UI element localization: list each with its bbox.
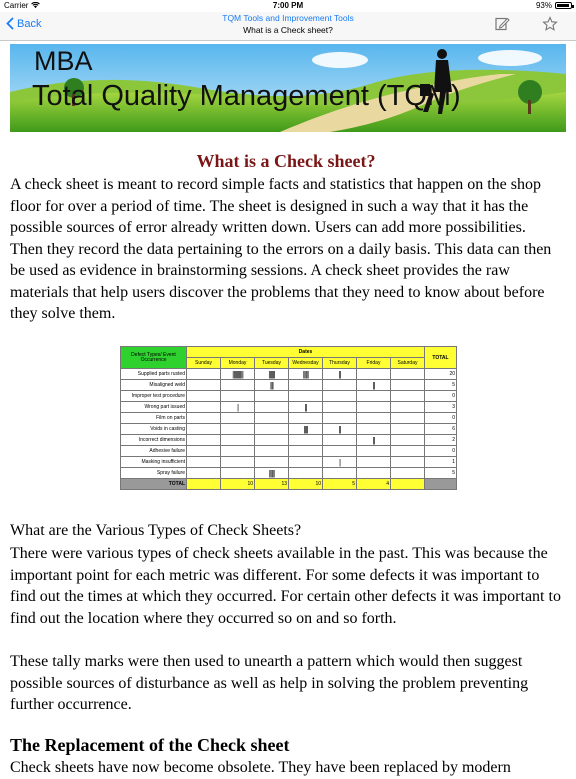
- defect-label: Spray failure: [121, 468, 187, 479]
- tally-cell: [323, 402, 357, 413]
- day-total: [187, 479, 221, 490]
- tally-cell: [391, 446, 425, 457]
- tally-cell: ||||||: [255, 369, 289, 380]
- tally-cell: [255, 402, 289, 413]
- tally-cell: ||: [357, 380, 391, 391]
- tally-cell: [323, 446, 357, 457]
- tally-cell: [221, 457, 255, 468]
- defect-label: Supplied parts rusted: [121, 369, 187, 380]
- clock: 7:00 PM: [272, 1, 304, 10]
- day-header: Thursday: [323, 358, 357, 369]
- check-sheet-row: [121, 457, 457, 468]
- check-sheet-row: [121, 402, 457, 413]
- status-bar: [0, 0, 576, 12]
- tally-cell: [289, 468, 323, 479]
- article-heading: What is a Check sheet?: [196, 151, 376, 171]
- tally-cell: [221, 468, 255, 479]
- row-total: 20: [425, 369, 457, 380]
- tally-cell: [187, 468, 221, 479]
- tally-cell: [255, 391, 289, 402]
- tally-cell: [187, 435, 221, 446]
- tally-cell: [357, 391, 391, 402]
- section-4-body: Check sheets have now become obsolete. They have been replaced by modern: [10, 759, 511, 776]
- day-header: Friday: [357, 358, 391, 369]
- tally-cell: [187, 391, 221, 402]
- tally-cell: [357, 413, 391, 424]
- check-sheet-row: [121, 424, 457, 435]
- tally-cell: [255, 435, 289, 446]
- grand-total-cell: [425, 479, 457, 490]
- defect-label: Film on parts: [121, 413, 187, 424]
- tally-cell: ||||: [289, 424, 323, 435]
- tally-cell: [221, 380, 255, 391]
- tally-cell: [187, 402, 221, 413]
- tally-cell: [187, 457, 221, 468]
- navigation-bar: [0, 12, 576, 41]
- row-total: 2: [425, 435, 457, 446]
- battery-percent: 93%: [535, 1, 552, 10]
- tally-cell: |: [221, 402, 255, 413]
- defect-label: Improper test procedure: [121, 391, 187, 402]
- check-sheet-row: [121, 413, 457, 424]
- dates-header: Dates: [187, 347, 425, 358]
- battery-indicator: [536, 1, 572, 10]
- row-total: 0: [425, 413, 457, 424]
- tally-cell: [221, 446, 255, 457]
- tally-cell: |||: [255, 380, 289, 391]
- total-header: TOTAL: [425, 347, 457, 369]
- tally-cell: [391, 413, 425, 424]
- tally-cell: ||: [323, 369, 357, 380]
- tally-cell: [391, 402, 425, 413]
- tally-cell: [255, 446, 289, 457]
- check-sheet-row: [121, 468, 457, 479]
- day-total: 10: [221, 479, 255, 490]
- tally-cell: [187, 446, 221, 457]
- section-2-body: There were various types of check sheets available in the past. This was because the important point for each metric was different. For some defects it was important to find out the times at which they occurred. For certain other defects it was important to find out the location where they occurred so on and so forth.: [10, 545, 561, 627]
- tally-cell: |: [323, 457, 357, 468]
- defect-label: Masking insufficient: [121, 457, 187, 468]
- tally-cell: [391, 457, 425, 468]
- totals-row: [121, 479, 457, 490]
- tally-cell: [357, 402, 391, 413]
- day-header: Wednesday: [289, 358, 323, 369]
- totals-label: TOTAL: [121, 479, 187, 490]
- article-body: [10, 148, 562, 325]
- tally-cell: [391, 380, 425, 391]
- section-4-title: The Replacement of the Check sheet: [10, 735, 290, 755]
- day-total: 13: [255, 479, 289, 490]
- tally-cell: [289, 380, 323, 391]
- tally-cell: [255, 424, 289, 435]
- tally-cell: [289, 391, 323, 402]
- tally-cell: [255, 457, 289, 468]
- section-3-body: These tally marks were then used to unearth a pattern which would then suggest possible sources of disturbance as well as help in solving the problem preventing further occurrence.: [10, 653, 529, 713]
- day-total: [391, 479, 425, 490]
- tally-cell: [289, 446, 323, 457]
- tally-cell: [357, 468, 391, 479]
- tally-cell: [221, 391, 255, 402]
- banner-line-2: Total Quality Management (TQM): [32, 80, 461, 112]
- tally-cell: [357, 446, 391, 457]
- check-sheet-row: [121, 391, 457, 402]
- tally-cell: [187, 424, 221, 435]
- tally-cell: [357, 369, 391, 380]
- tally-cell: [289, 435, 323, 446]
- check-sheet-table: [120, 346, 457, 490]
- tally-cell: [391, 435, 425, 446]
- nav-subtitle: What is a Check sheet?: [243, 25, 333, 35]
- defect-label: Misaligned weld: [121, 380, 187, 391]
- tally-cell: [289, 413, 323, 424]
- day-header: Monday: [221, 358, 255, 369]
- tally-cell: [323, 380, 357, 391]
- tally-cell: [357, 457, 391, 468]
- check-sheet-row: [121, 435, 457, 446]
- tally-cell: [221, 424, 255, 435]
- row-total: 1: [425, 457, 457, 468]
- tally-cell: [391, 468, 425, 479]
- tally-cell: [391, 391, 425, 402]
- section-2-title: What are the Various Types of Check Sheets?: [10, 522, 302, 539]
- check-sheet-row: [121, 446, 457, 457]
- nav-actions: [494, 16, 558, 32]
- tally-cell: [221, 435, 255, 446]
- intro-paragraph: A check sheet is meant to record simple facts and statistics that happen on the shop floor for over a period of time. The sheet is designed in such a way that it has the possible sources of error already written down. Users can add more possibilities. Then they record the data pertaining to the errors on a daily basis. This data can then be used as evidence in brainstorming sessions. A check sheet provides the raw materials that help users discover the problems that they need to know about before they solve them.: [10, 176, 552, 322]
- defect-label: Voids in casting: [121, 424, 187, 435]
- nav-title-group: [0, 13, 576, 36]
- battery-icon: [555, 2, 572, 9]
- defect-label: Wrong part issued: [121, 402, 187, 413]
- check-sheet-row: [121, 369, 457, 380]
- corner-header: Defect Types/ Event Occurrence: [121, 347, 187, 369]
- check-sheet-figure: [120, 346, 456, 498]
- tally-cell: [289, 457, 323, 468]
- day-header: Saturday: [391, 358, 425, 369]
- row-total: 6: [425, 424, 457, 435]
- tally-cell: ||||||||||: [221, 369, 255, 380]
- tally-cell: [221, 413, 255, 424]
- carrier-label: Carrier: [4, 1, 29, 10]
- tally-cell: [357, 424, 391, 435]
- day-total: 4: [357, 479, 391, 490]
- day-header: Tuesday: [255, 358, 289, 369]
- check-sheet-row: [121, 380, 457, 391]
- banner-line-1: MBA: [34, 46, 93, 76]
- row-total: 5: [425, 380, 457, 391]
- row-total: 3: [425, 402, 457, 413]
- tally-cell: [187, 413, 221, 424]
- star-icon[interactable]: [542, 16, 558, 32]
- edit-note-icon[interactable]: [494, 16, 510, 32]
- tally-cell: [187, 369, 221, 380]
- nav-title: TQM Tools and Improvement Tools: [222, 13, 354, 23]
- day-header: Sunday: [187, 358, 221, 369]
- tally-cell: [255, 413, 289, 424]
- day-total: 5: [323, 479, 357, 490]
- tally-cell: ||: [289, 402, 323, 413]
- tally-cell: [323, 391, 357, 402]
- defect-label: Adhesive failure: [121, 446, 187, 457]
- row-total: 0: [425, 391, 457, 402]
- tally-cell: ||: [357, 435, 391, 446]
- defect-label: Incorrect dimensions: [121, 435, 187, 446]
- tally-cell: [323, 413, 357, 424]
- tally-cell: [187, 380, 221, 391]
- tally-cell: |||||: [289, 369, 323, 380]
- tally-cell: |||||: [255, 468, 289, 479]
- tally-cell: [323, 435, 357, 446]
- tally-cell: [323, 468, 357, 479]
- banner-image: [10, 44, 566, 132]
- tally-cell: [391, 369, 425, 380]
- tally-cell: [391, 424, 425, 435]
- row-total: 0: [425, 446, 457, 457]
- row-total: 5: [425, 468, 457, 479]
- day-total: 10: [289, 479, 323, 490]
- tally-cell: ||: [323, 424, 357, 435]
- back-label: Back: [17, 17, 42, 30]
